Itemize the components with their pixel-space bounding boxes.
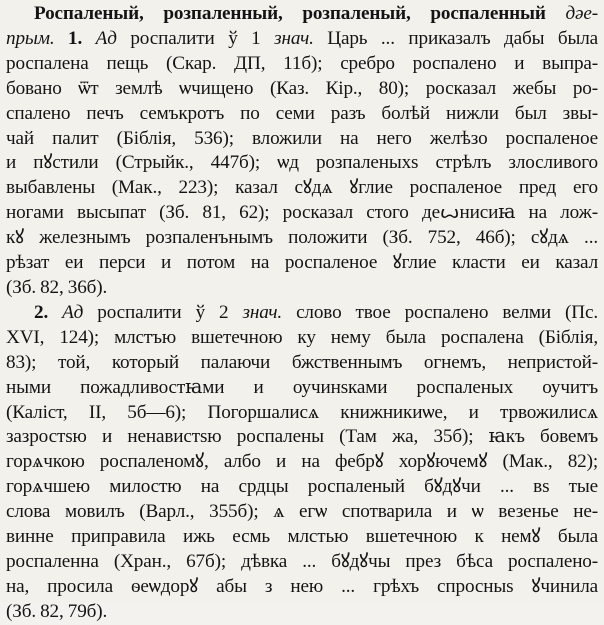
sense-2-number: 2. <box>34 301 49 323</box>
sense-1-text-line: бовано ѿт землѣ ѡчищено (Каз. Кір., 80); росказал жебы ро- <box>6 77 598 99</box>
sense-1-text-line: рѣзат еи перси и потом на роспаленое ꙋглие класти еи казал <box>6 252 598 274</box>
sense-2-text-line: слова мовилъ (Варл., 355б); ѧ егѡ спотварила и ѡ везенье не- <box>6 501 598 523</box>
sense-2-first-line <box>6 301 598 326</box>
entry-sense-1 <box>6 2 598 301</box>
sense-2-ref-word: роспалити <box>97 301 182 323</box>
sense-2-text-line: 83); той, который палаючи бжственнымъ огнемъ, непристой- <box>6 351 598 373</box>
sense-1-text-line: спалено печъ семъкротъ по семи разъ болѣй нижли был звы- <box>6 102 598 124</box>
sense-1-text-line: ногами высыпат (Зб. 81, 62); росказал стого деꙍнисиꙗ на лож- <box>6 202 598 224</box>
sense-1-text-line: кꙋ железнымъ розпаленънымъ положити (Зб. 752, 46б); сꙋдѧ ... <box>6 227 598 249</box>
sense-2-text-line: горѧчшею милостю на срдцы роспаленый бꙋдꙋчи ... вѕ тые <box>6 476 598 498</box>
sense-2-ref-znach: знач. <box>242 301 283 323</box>
sense-1-text-line: Царь ... приказалъ дабы была <box>327 27 599 49</box>
sense-1-text-line: роспалена пещь (Скар. ДП, 11б); сребро роспалено и выпра- <box>6 52 598 74</box>
sense-1-ref-znach: знач. <box>274 27 314 49</box>
sense-1-label: Ад <box>95 27 117 49</box>
headword-forms: Роспаленый, розпаленный, розпаленый, роспаленный <box>34 3 546 24</box>
sense-1-number: 1. <box>68 27 83 49</box>
sense-2-text-line: на, просила ѳеѡдорꙋ абы з нею ... грѣхъ спросныѕ ꙋчинила <box>6 575 598 597</box>
sense-2-text-line: горѧчкою роспаленомꙋ, албо и на фебрꙋ хорꙋючемꙋ (Мак., 82); <box>6 451 598 473</box>
sense-1-ref-sense: ў 1 <box>228 27 261 49</box>
sense-2-text-line: роспаленна (Хран., 67б); дѣвка ... бꙋдꙋчы през бѣса роспалено- <box>6 550 598 572</box>
sense-2-text-line: (Каліст, II, 5б—6); Погоршалисѧ книжникиѡе, и трвожилисѧ <box>6 401 598 423</box>
sense-2-text-line: ными пожадливостꙗми и оучинѕками роспаленых оучитъ <box>6 376 598 398</box>
sense-2-text-line: винне приправила ижь есмь млстью вшетечною к немꙋ была <box>6 526 598 548</box>
sense-1-text-line: выбавлены (Мак., 223); казал сꙋдѧ ꙋглие роспаленое пред его <box>6 177 598 199</box>
entry-sense-2 <box>6 301 598 625</box>
sense-2-text-line: зазростѕю и ненавистѕю роспалены (Там жа, 35б); ꙗкъ бовемъ <box>6 426 598 448</box>
headword-line <box>6 2 598 27</box>
sense-2-ref-sense: ў 2 <box>195 301 229 323</box>
sense-1-text-line: и пꙋстили (Стрыйк., 447б); ѡд розпаленыхѕ стрѣлъ злосливого <box>6 152 598 174</box>
sense-2-text-line: XVI, 124); млстъю вшетечною ку нему была роспалена (Біблія, <box>6 326 598 348</box>
sense-1-ref-word: роспалити <box>130 27 215 49</box>
sense-2-text-line: (Зб. 82, 79б). <box>6 600 108 622</box>
sense-2-label: Ад <box>62 301 84 323</box>
sense-1-text-line: (Зб. 82, 36б). <box>6 276 108 298</box>
sense-1-text-line: чай палит (Біблія, 536); вложили на него желѣзо роспаленое <box>6 127 598 149</box>
sense-2-text-line: слово твое роспалено велми (Пс. <box>296 301 598 323</box>
sense-1-first-line <box>6 27 598 52</box>
part-of-speech: дəе- <box>565 3 598 24</box>
part-of-speech-cont: прым. <box>6 27 55 49</box>
